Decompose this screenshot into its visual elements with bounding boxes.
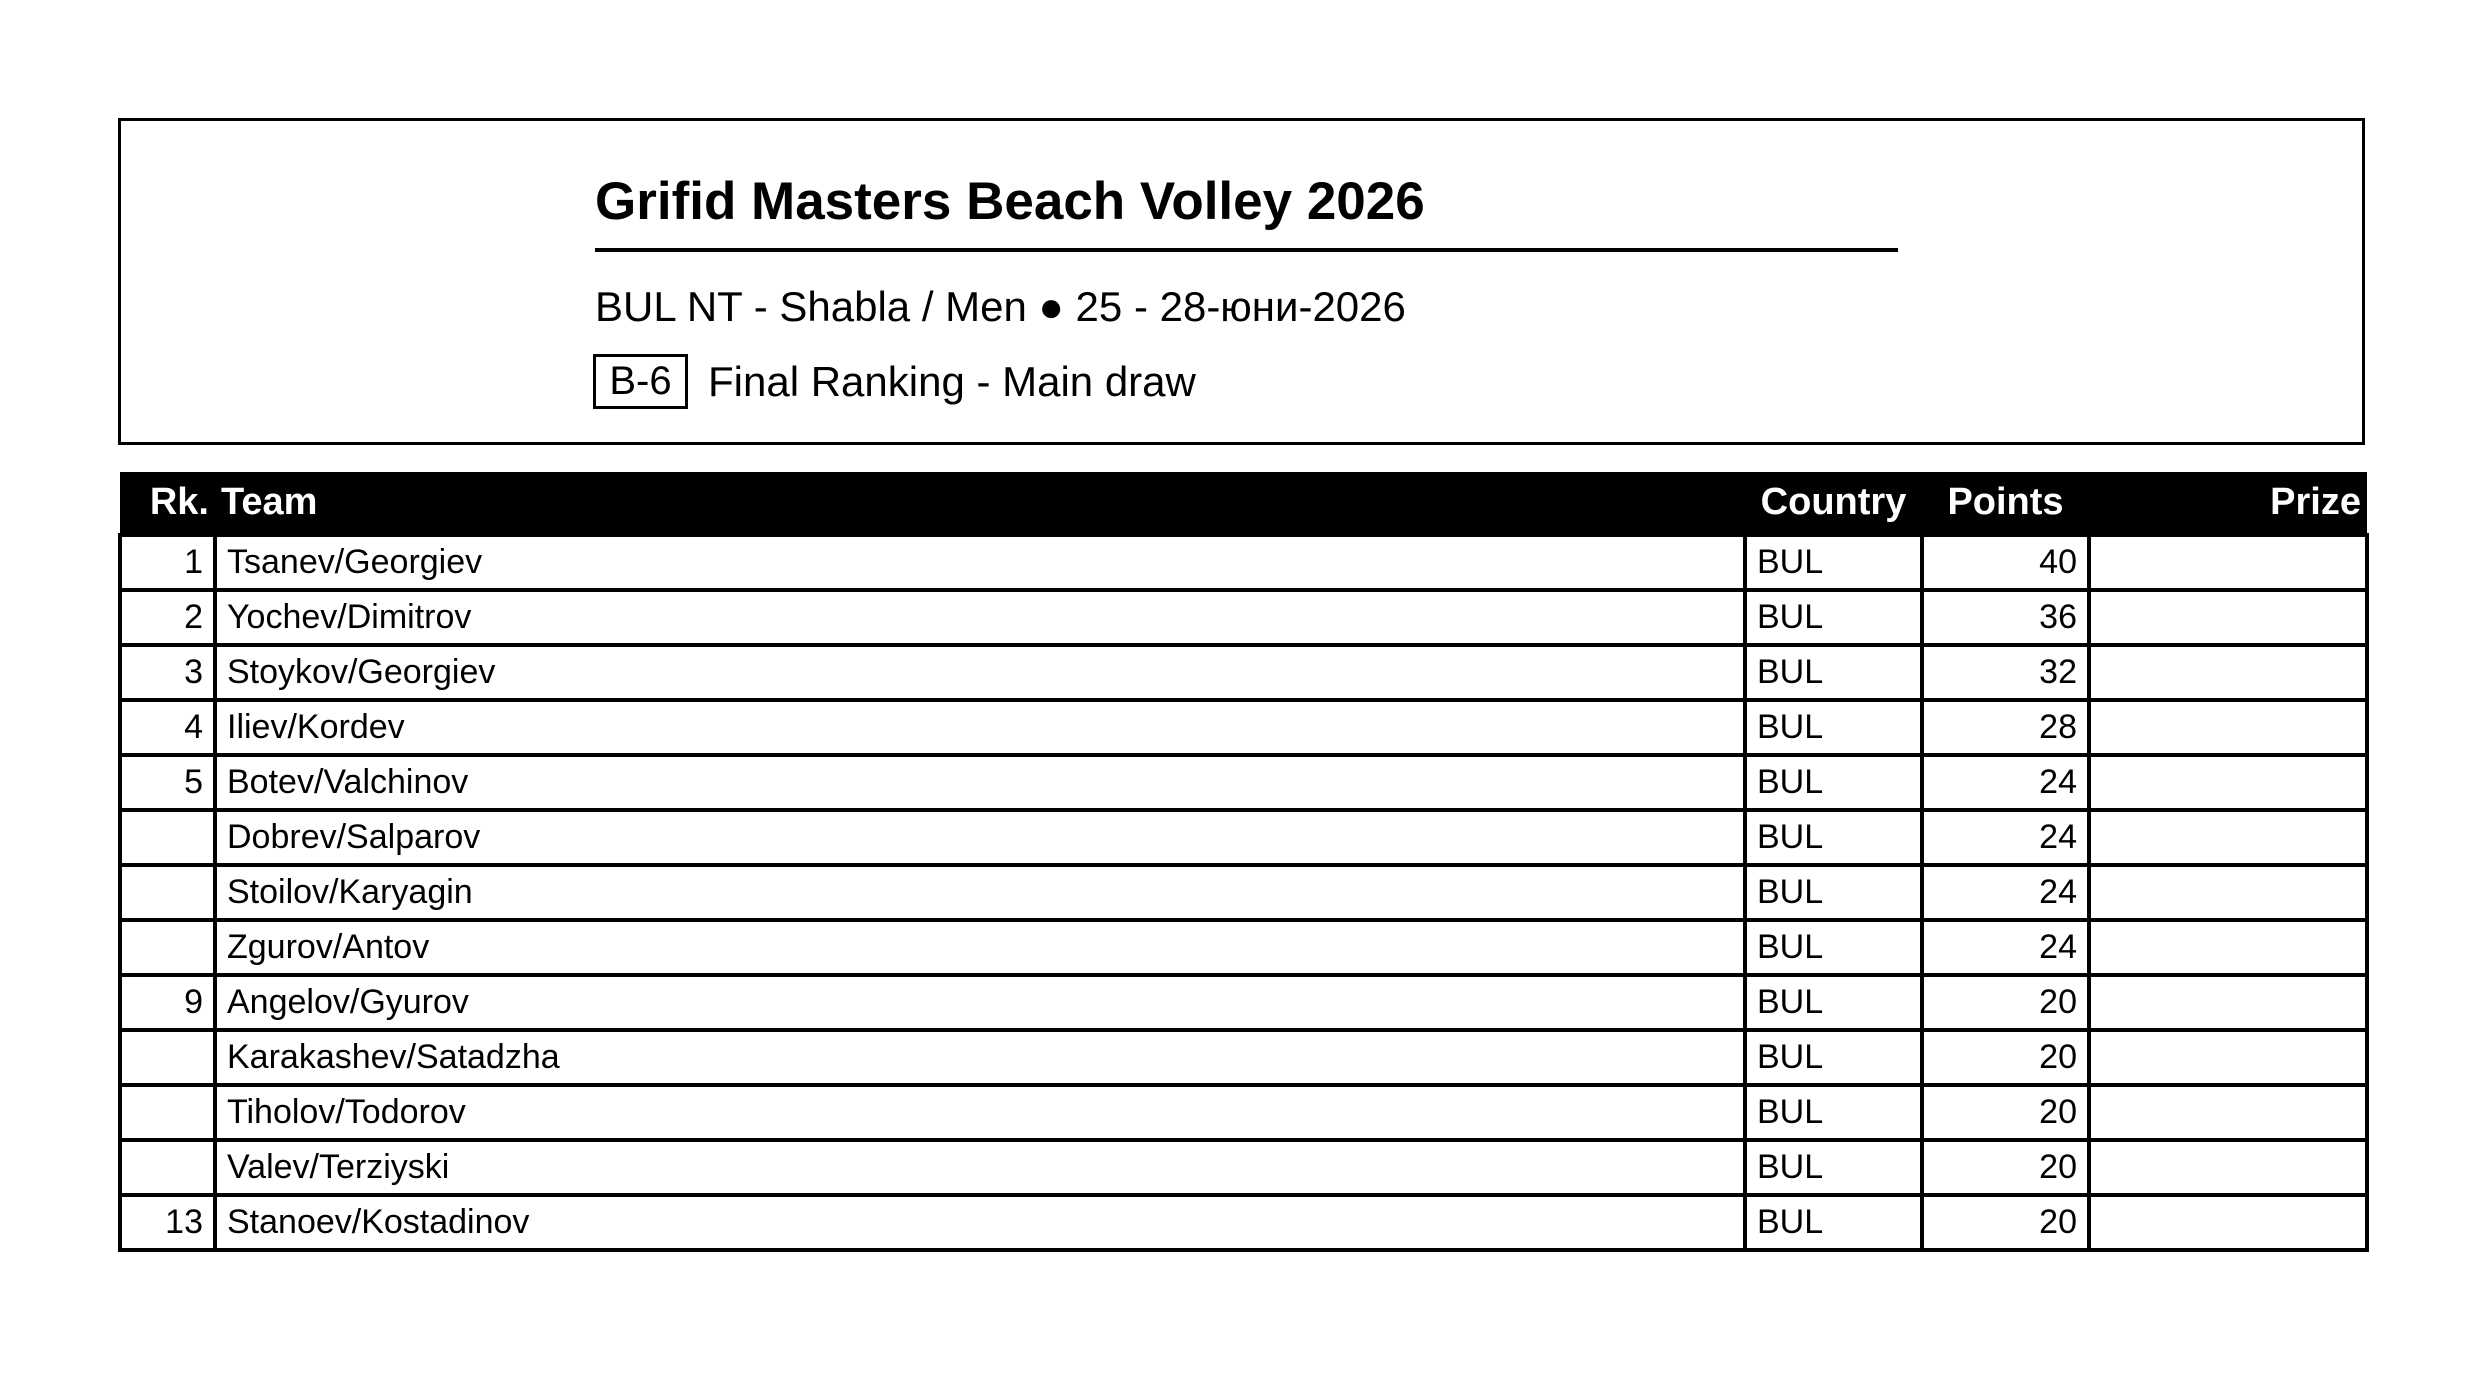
table-row <box>120 1030 2367 1085</box>
points-cell: 28 <box>1922 700 2089 755</box>
team-cell: Stanoev/Kostadinov <box>215 1195 1745 1250</box>
document-title: Final Ranking - Main draw <box>708 357 1196 405</box>
team-cell: Dobrev/Salparov <box>215 810 1745 865</box>
ranking-table-body <box>120 535 2367 1250</box>
rank-cell: 4 <box>120 700 215 755</box>
country-cell: BUL <box>1745 1140 1922 1195</box>
title-underline <box>595 248 1898 252</box>
country-cell: BUL <box>1745 755 1922 810</box>
table-row <box>120 975 2367 1030</box>
rank-cell <box>120 1030 215 1085</box>
country-cell: BUL <box>1745 810 1922 865</box>
rank-cell <box>120 810 215 865</box>
table-row <box>120 755 2367 810</box>
table-row <box>120 865 2367 920</box>
rank-cell <box>120 1140 215 1195</box>
prize-cell <box>2089 810 2367 865</box>
rank-cell <box>120 920 215 975</box>
document-code-badge: B-6 <box>593 354 688 409</box>
points-cell: 36 <box>1922 590 2089 645</box>
table-header-row <box>120 472 2367 535</box>
column-header-rank: Rk. <box>120 472 215 535</box>
country-cell: BUL <box>1745 975 1922 1030</box>
table-row <box>120 645 2367 700</box>
prize-cell <box>2089 590 2367 645</box>
country-cell: BUL <box>1745 1085 1922 1140</box>
table-row <box>120 535 2367 590</box>
country-cell: BUL <box>1745 590 1922 645</box>
prize-cell <box>2089 1030 2367 1085</box>
team-cell: Zgurov/Antov <box>215 920 1745 975</box>
rank-cell: 13 <box>120 1195 215 1250</box>
country-cell: BUL <box>1745 920 1922 975</box>
event-subtitle: BUL NT - Shabla / Men ● 25 - 28-юни-2026 <box>595 283 1406 330</box>
table-row <box>120 810 2367 865</box>
points-cell: 20 <box>1922 1085 2089 1140</box>
points-cell: 40 <box>1922 535 2089 590</box>
team-cell: Botev/Valchinov <box>215 755 1745 810</box>
table-row <box>120 1195 2367 1250</box>
table-row <box>120 1140 2367 1195</box>
column-header-team: Team <box>215 472 1745 535</box>
prize-cell <box>2089 755 2367 810</box>
prize-cell <box>2089 1085 2367 1140</box>
prize-cell <box>2089 700 2367 755</box>
prize-cell <box>2089 1195 2367 1250</box>
column-header-prize: Prize <box>2089 472 2367 535</box>
points-cell: 24 <box>1922 755 2089 810</box>
points-cell: 20 <box>1922 975 2089 1030</box>
country-cell: BUL <box>1745 1030 1922 1085</box>
team-cell: Tiholov/Todorov <box>215 1085 1745 1140</box>
column-header-points: Points <box>1922 472 2089 535</box>
points-cell: 24 <box>1922 920 2089 975</box>
team-cell: Valev/Terziyski <box>215 1140 1745 1195</box>
prize-cell <box>2089 975 2367 1030</box>
page-title: Grifid Masters Beach Volley 2026 <box>595 172 1425 231</box>
points-cell: 20 <box>1922 1140 2089 1195</box>
column-header-country: Country <box>1745 472 1922 535</box>
country-cell: BUL <box>1745 865 1922 920</box>
country-cell: BUL <box>1745 645 1922 700</box>
prize-cell <box>2089 865 2367 920</box>
prize-cell <box>2089 920 2367 975</box>
country-cell: BUL <box>1745 535 1922 590</box>
rank-cell: 5 <box>120 755 215 810</box>
team-cell: Yochev/Dimitrov <box>215 590 1745 645</box>
table-row <box>120 700 2367 755</box>
team-cell: Iliev/Kordev <box>215 700 1745 755</box>
table-row <box>120 920 2367 975</box>
header-box <box>118 118 2365 445</box>
points-cell: 32 <box>1922 645 2089 700</box>
points-cell: 20 <box>1922 1195 2089 1250</box>
ranking-table <box>118 472 2369 1252</box>
prize-cell <box>2089 535 2367 590</box>
team-cell: Karakashev/Satadzha <box>215 1030 1745 1085</box>
rank-cell: 2 <box>120 590 215 645</box>
rank-cell <box>120 1085 215 1140</box>
points-cell: 24 <box>1922 810 2089 865</box>
table-row <box>120 590 2367 645</box>
prize-cell <box>2089 645 2367 700</box>
prize-cell <box>2089 1140 2367 1195</box>
rank-cell <box>120 865 215 920</box>
rank-cell: 3 <box>120 645 215 700</box>
points-cell: 24 <box>1922 865 2089 920</box>
points-cell: 20 <box>1922 1030 2089 1085</box>
team-cell: Angelov/Gyurov <box>215 975 1745 1030</box>
country-cell: BUL <box>1745 1195 1922 1250</box>
country-cell: BUL <box>1745 700 1922 755</box>
team-cell: Tsanev/Georgiev <box>215 535 1745 590</box>
team-cell: Stoykov/Georgiev <box>215 645 1745 700</box>
team-cell: Stoilov/Karyagin <box>215 865 1745 920</box>
rank-cell: 1 <box>120 535 215 590</box>
rank-cell: 9 <box>120 975 215 1030</box>
table-row <box>120 1085 2367 1140</box>
